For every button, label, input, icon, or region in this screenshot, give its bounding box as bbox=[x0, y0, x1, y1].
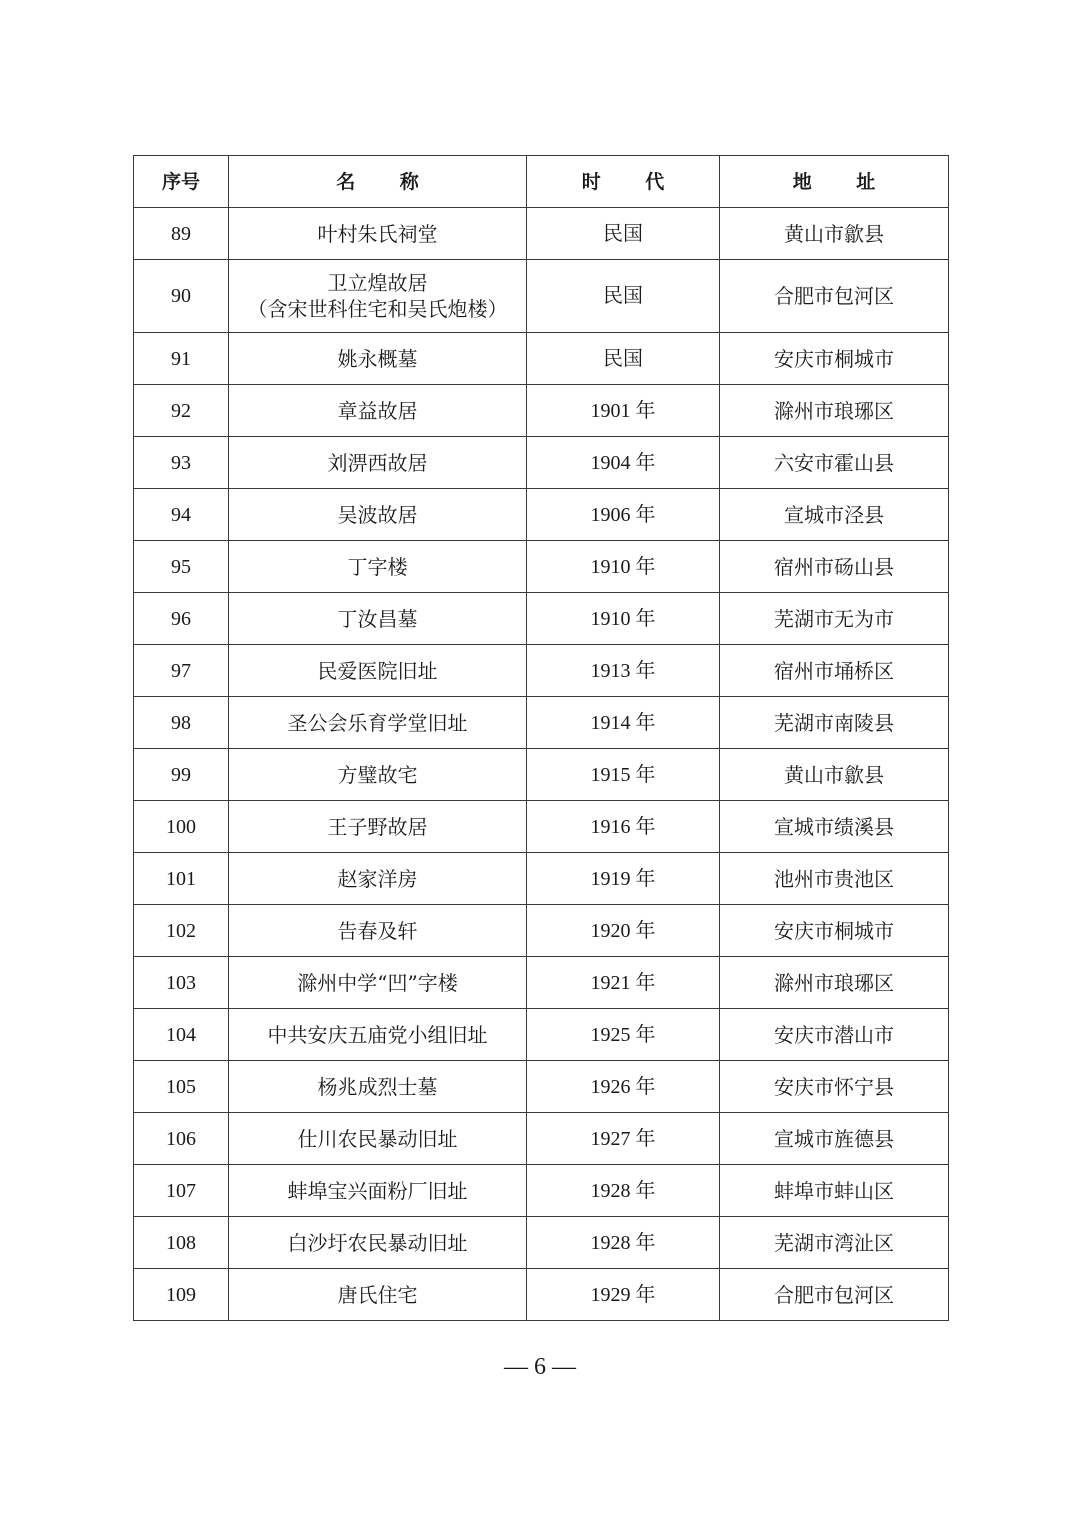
cell-name: 丁字楼 bbox=[229, 541, 527, 593]
header-address bbox=[720, 156, 949, 208]
table-row bbox=[134, 801, 949, 853]
cell-era: 1915 年 bbox=[527, 749, 720, 801]
table-row bbox=[134, 1269, 949, 1321]
cell-name: 丁汝昌墓 bbox=[229, 593, 527, 645]
header-era bbox=[527, 156, 720, 208]
cell-era: 1925 年 bbox=[527, 1009, 720, 1061]
header-era-label: 时 代 bbox=[581, 170, 684, 193]
page-number: — 6 — bbox=[504, 1354, 576, 1380]
table-row bbox=[134, 1061, 949, 1113]
cell-address: 宿州市砀山县 bbox=[720, 541, 949, 593]
cell-era: 1914 年 bbox=[527, 697, 720, 749]
cell-index: 96 bbox=[134, 593, 229, 645]
cell-address: 合肥市包河区 bbox=[720, 1269, 949, 1321]
table-row bbox=[134, 749, 949, 801]
cell-era: 1929 年 bbox=[527, 1269, 720, 1321]
cell-name: 王子野故居 bbox=[229, 801, 527, 853]
cell-name-main: 卫立煌故居 bbox=[327, 271, 428, 295]
cell-era: 1928 年 bbox=[527, 1165, 720, 1217]
table-row bbox=[134, 489, 949, 541]
cell-index: 91 bbox=[134, 333, 229, 385]
cell-index: 109 bbox=[134, 1269, 229, 1321]
cell-index: 94 bbox=[134, 489, 229, 541]
table-row bbox=[134, 957, 949, 1009]
cell-name: 唐氏住宅 bbox=[229, 1269, 527, 1321]
cell-era: 民国 bbox=[527, 333, 720, 385]
cell-address: 安庆市怀宁县 bbox=[720, 1061, 949, 1113]
cell-index: 103 bbox=[134, 957, 229, 1009]
cell-era: 1913 年 bbox=[527, 645, 720, 697]
header-name bbox=[229, 156, 527, 208]
cell-index: 100 bbox=[134, 801, 229, 853]
cell-era: 民国 bbox=[527, 260, 720, 333]
cell-address: 六安市霍山县 bbox=[720, 437, 949, 489]
table-row bbox=[134, 593, 949, 645]
cell-era: 1916 年 bbox=[527, 801, 720, 853]
cell-index: 99 bbox=[134, 749, 229, 801]
cell-address: 芜湖市无为市 bbox=[720, 593, 949, 645]
table-row bbox=[134, 333, 949, 385]
cell-address: 芜湖市湾沚区 bbox=[720, 1217, 949, 1269]
cell-era: 1904 年 bbox=[527, 437, 720, 489]
cell-address: 合肥市包河区 bbox=[720, 260, 949, 333]
table-row bbox=[134, 541, 949, 593]
cell-era: 1910 年 bbox=[527, 593, 720, 645]
cell-index: 92 bbox=[134, 385, 229, 437]
cell-name: 滁州中学“凹”字楼 bbox=[229, 957, 527, 1009]
cell-name: 方璧故宅 bbox=[229, 749, 527, 801]
table-row bbox=[134, 437, 949, 489]
cell-index: 104 bbox=[134, 1009, 229, 1061]
cell-index: 98 bbox=[134, 697, 229, 749]
cell-name: 仕川农民暴动旧址 bbox=[229, 1113, 527, 1165]
cell-index: 106 bbox=[134, 1113, 229, 1165]
cell-index: 107 bbox=[134, 1165, 229, 1217]
table-row bbox=[134, 1217, 949, 1269]
cell-address: 黄山市歙县 bbox=[720, 208, 949, 260]
cell-era: 1926 年 bbox=[527, 1061, 720, 1113]
cell-name: 姚永概墓 bbox=[229, 333, 527, 385]
cell-address: 蚌埠市蚌山区 bbox=[720, 1165, 949, 1217]
table-body bbox=[134, 208, 949, 1321]
cell-address: 宣城市泾县 bbox=[720, 489, 949, 541]
header-address-label: 地 址 bbox=[792, 170, 895, 193]
cell-index: 97 bbox=[134, 645, 229, 697]
cell-name bbox=[229, 260, 527, 333]
cell-name: 刘淠西故居 bbox=[229, 437, 527, 489]
table-row bbox=[134, 385, 949, 437]
cell-name-note: （含宋世科住宅和吴氏炮楼） bbox=[247, 297, 508, 321]
cell-name: 民爱医院旧址 bbox=[229, 645, 527, 697]
cell-address: 安庆市桐城市 bbox=[720, 905, 949, 957]
table-row bbox=[134, 853, 949, 905]
cell-address: 黄山市歙县 bbox=[720, 749, 949, 801]
table-row bbox=[134, 1009, 949, 1061]
cell-era: 1927 年 bbox=[527, 1113, 720, 1165]
cell-index: 90 bbox=[134, 260, 229, 333]
cell-name: 章益故居 bbox=[229, 385, 527, 437]
header-index: 序号 bbox=[134, 156, 229, 208]
header-name-label: 名 称 bbox=[336, 170, 438, 193]
cell-address: 宣城市绩溪县 bbox=[720, 801, 949, 853]
cell-index: 93 bbox=[134, 437, 229, 489]
heritage-sites-table bbox=[133, 155, 949, 1321]
cell-name: 杨兆成烈士墓 bbox=[229, 1061, 527, 1113]
cell-address: 宿州市埇桥区 bbox=[720, 645, 949, 697]
cell-era: 1920 年 bbox=[527, 905, 720, 957]
cell-era: 1901 年 bbox=[527, 385, 720, 437]
cell-index: 108 bbox=[134, 1217, 229, 1269]
cell-address: 宣城市旌德县 bbox=[720, 1113, 949, 1165]
cell-era: 民国 bbox=[527, 208, 720, 260]
table-row bbox=[134, 697, 949, 749]
cell-address: 芜湖市南陵县 bbox=[720, 697, 949, 749]
cell-name: 白沙圩农民暴动旧址 bbox=[229, 1217, 527, 1269]
table-row bbox=[134, 208, 949, 260]
cell-name: 蚌埠宝兴面粉厂旧址 bbox=[229, 1165, 527, 1217]
cell-name: 赵家洋房 bbox=[229, 853, 527, 905]
cell-name: 告春及轩 bbox=[229, 905, 527, 957]
cell-era: 1906 年 bbox=[527, 489, 720, 541]
cell-era: 1910 年 bbox=[527, 541, 720, 593]
cell-name: 中共安庆五庙党小组旧址 bbox=[229, 1009, 527, 1061]
cell-name: 圣公会乐育学堂旧址 bbox=[229, 697, 527, 749]
cell-address: 滁州市琅琊区 bbox=[720, 385, 949, 437]
table-row bbox=[134, 260, 949, 333]
cell-name: 吴波故居 bbox=[229, 489, 527, 541]
table-row bbox=[134, 905, 949, 957]
cell-name: 叶村朱氏祠堂 bbox=[229, 208, 527, 260]
cell-index: 89 bbox=[134, 208, 229, 260]
cell-index: 105 bbox=[134, 1061, 229, 1113]
header-row bbox=[134, 156, 949, 208]
cell-address: 安庆市潜山市 bbox=[720, 1009, 949, 1061]
table-row bbox=[134, 1165, 949, 1217]
cell-address: 滁州市琅琊区 bbox=[720, 957, 949, 1009]
cell-address: 池州市贵池区 bbox=[720, 853, 949, 905]
cell-index: 102 bbox=[134, 905, 229, 957]
cell-era: 1921 年 bbox=[527, 957, 720, 1009]
cell-index: 101 bbox=[134, 853, 229, 905]
cell-index: 95 bbox=[134, 541, 229, 593]
cell-era: 1928 年 bbox=[527, 1217, 720, 1269]
table-row bbox=[134, 1113, 949, 1165]
table-row bbox=[134, 645, 949, 697]
table-header bbox=[134, 156, 949, 208]
cell-address: 安庆市桐城市 bbox=[720, 333, 949, 385]
cell-era: 1919 年 bbox=[527, 853, 720, 905]
